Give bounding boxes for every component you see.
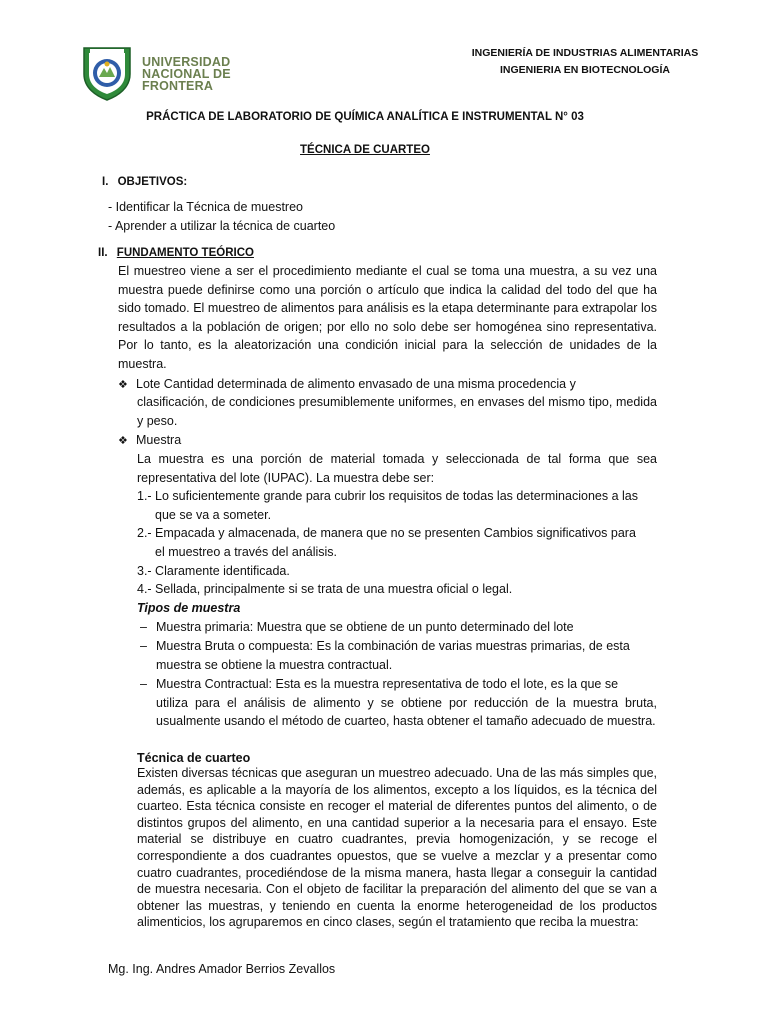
tipo-text: Muestra Bruta o compuesta: Es la combinación de varias muestras primarias, de esta: [156, 639, 630, 653]
header-department: [430, 45, 740, 79]
logo-wordmark: [142, 56, 231, 92]
logo-line-1: UNIVERSIDAD: [142, 55, 231, 69]
requirement-text-cont: que se va a someter.: [155, 507, 272, 522]
section-title: FUNDAMENTO TEÓRICO: [116, 247, 254, 259]
tecnica-paragraph: Existen diversas técnicas que aseguran un muestreo adecuado. Una de las más simples que, además, es aplicable a la mayoría de los alimentos, excepto a los líquidos, es la técnica del cuarteo. Esta técnica consiste en recoger el material de diferentes puntos del alimento, o de distintos grupos del alimento, en una cantidad superior a la necesaria para el ensayo. Este material se distribuye en cuatro cuadrantes, previa homogenización, y se recoge el correspondiente a dos cuadrantes opuestos, que se vuelve a mezclar y a presentar como cuatro cuadrantes, procediéndose de la misma manera, hasta llegar a conseguir la cantidad de muestra necesaria. Con el objeto de facilitar la preparación del alimento del que se van a obtener las muestras, y teniendo en cuenta la enorme heterogeneidad de los productos alimenticios, los agruparemos en cinco clases, según el tratamiento que reciba la muestra:: [137, 766, 657, 930]
department-line-2: INGENIERIA EN BIOTECNOLOGÍA: [500, 64, 670, 76]
dash-bullet: –: [140, 677, 147, 691]
requirement-item: [137, 487, 657, 524]
tipo-text-cont: utiliza para el análisis de alimento y se obtiene por reducción de la muestra bruta, usualmente usando el método de cuarteo, hasta obtener el tamaño adecuado de muestra.: [156, 695, 657, 729]
dash-bullet: –: [140, 620, 147, 634]
lote-bullet: [118, 375, 657, 395]
objective-item: - Identificar la Técnica de muestreo: [108, 200, 304, 214]
tipo-text-cont: muestra se obtiene la muestra contractual.: [156, 657, 393, 672]
document-title: PRÁCTICA DE LABORATORIO DE QUÍMICA ANALÍTICA E INSTRUMENTAL N° 03: [146, 111, 584, 123]
document-subtitle: TÉCNICA DE CUARTEO: [300, 144, 430, 156]
dash-bullet: –: [140, 639, 147, 653]
tecnica-heading: Técnica de cuarteo: [137, 751, 251, 765]
section-title: OBJETIVOS:: [117, 176, 188, 188]
objective-item: - Aprender a utilizar la técnica de cuarteo: [108, 219, 336, 233]
section-objetivos-heading: [102, 176, 187, 188]
requirement-text: 1.- Lo suficientemente grande para cubrir los requisitos de todas las determinaciones a las: [137, 489, 638, 503]
tipo-item: [140, 618, 657, 637]
logo-line-2: NACIONAL DE: [142, 67, 231, 81]
requirement-item: [137, 524, 657, 561]
muestra-paragraph: La muestra es una porción de material tomada y seleccionada de tal forma que sea representativa del lote (IUPAC). La muestra debe ser:: [137, 452, 657, 485]
section-number: II.: [98, 247, 108, 259]
requirement-item: 3.- Claramente identificada.: [137, 564, 290, 578]
tipo-item: [140, 675, 657, 731]
muestra-bullet: [118, 431, 657, 451]
university-logo: [76, 44, 236, 102]
diamond-bullet-icon: ❖: [118, 435, 128, 447]
fundamento-paragraph: El muestreo viene a ser el procedimiento mediante el cual se toma una muestra, a su vez una muestra puede definirse como una porción o artículo que indica la calidad del todo del que ha sido tomado. El muestreo de alimentos para análisis es la etapa determinante para extrapolar los resultados a la población de origen; por ello no solo debe ser homogénea sino representativa. Por lo tanto, es la aleatorización una condición inicial para la selección de unidades de la muestra.: [118, 264, 657, 371]
tipo-text: Muestra primaria: Muestra que se obtiene de un punto determinado del lote: [156, 620, 574, 634]
tipo-text: Muestra Contractual: Esta es la muestra representativa de todo el lote, es la que se: [156, 677, 619, 691]
section-number: I.: [102, 176, 109, 188]
logo-line-3: FRONTERA: [142, 79, 214, 93]
lote-text: Lote Cantidad determinada de alimento envasado de una misma procedencia y: [136, 377, 576, 391]
tipo-item: [140, 637, 657, 674]
tipos-heading: Tipos de muestra: [137, 601, 241, 615]
department-line-1: INGENIERÍA DE INDUSTRIAS ALIMENTARIAS: [471, 47, 699, 59]
diamond-bullet-icon: ❖: [118, 379, 128, 391]
muestra-label: Muestra: [136, 433, 182, 447]
requirement-item: 4.- Sellada, principalmente si se trata de una muestra oficial o legal.: [137, 582, 513, 596]
section-fundamento-heading: [98, 247, 254, 259]
footer-author: Mg. Ing. Andres Amador Berrios Zevallos: [108, 962, 336, 976]
university-seal-icon: [76, 44, 138, 102]
requirement-text-cont: el muestreo a través del análisis.: [155, 544, 338, 559]
requirement-text: 2.- Empacada y almacenada, de manera que no se presenten Cambios significativos para: [137, 526, 636, 540]
lote-continuation: clasificación, de condiciones presumiblemente uniformes, en envases del mismo tipo, medida y peso.: [137, 395, 657, 428]
